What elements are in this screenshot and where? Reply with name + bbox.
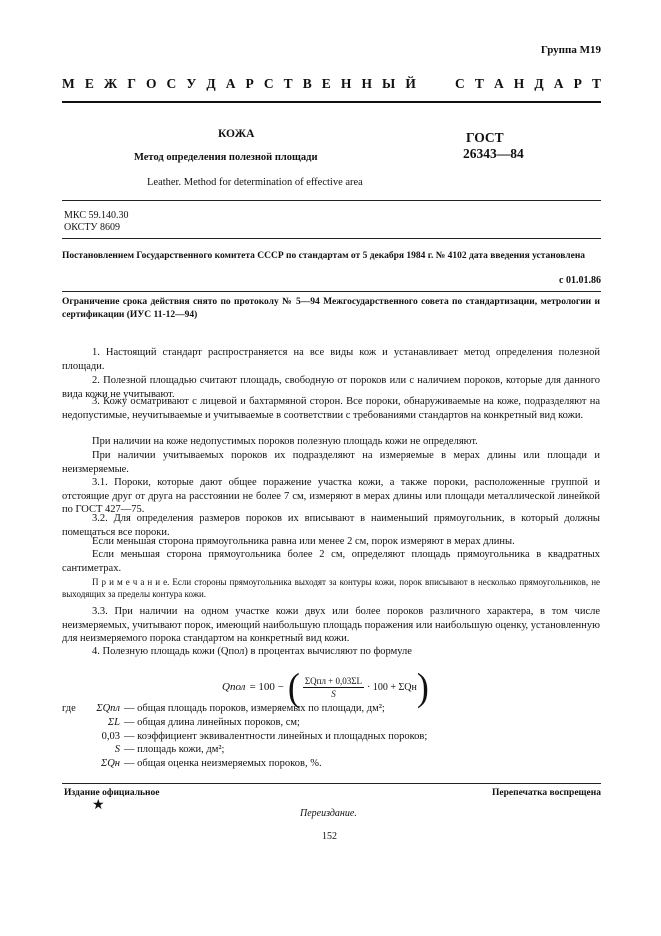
paragraph-3-3: 3.3. При наличии на одном участке кожи двух или более пороков различного характера, в том числе неизмеряемых, учитывают порок, имеющий наибольшую площадь поражения или наибольшую оценку, установленную для неизмеряемого порока стандартом на конкретный вид кожи. (62, 606, 600, 645)
definition-symbol: ΣL (107, 716, 120, 728)
banner-letter: Е (84, 76, 94, 91)
definition-row (62, 743, 427, 757)
banner-letter: А (493, 76, 504, 91)
paragraph-2: 2. Полезной площадью считают площадь, свободную от пороков или с наличием пороков, которые для данного вида кожи не учитывают. (62, 375, 600, 400)
paragraph-1: 1. Настоящий стандарт распространяется на все виды кож и устанавливает метод определения полезной площади. (62, 347, 600, 372)
banner-letter: У (186, 76, 197, 91)
formula-numerator: ΣQпл + 0,03ΣL (304, 675, 362, 686)
banner-letter: Т (283, 76, 293, 91)
formula-lhs: Qпол (222, 681, 246, 693)
definition-row (62, 716, 427, 730)
banner-letter: С (166, 76, 177, 91)
paragraph-3-2: 3.2. Для определения размеров пороков их вписывают в наименьший прямоугольник, в который должны помещаться все пороки. (62, 513, 600, 538)
classification-codes (64, 210, 128, 234)
definition-text: — коэффициент эквивалентности линейных и площадных пороков; (124, 730, 428, 742)
gost-number: 26343—84 (463, 146, 524, 161)
paragraph-3-1: 3.1. Пороки, которые дают общее поражение участка кожи, а также пороки, расположенные группой и отстоящие друг от друга на расстоянии не более 7 см, измеряют в мерах длины или площади металлической линейкой по ГОСТ 427—75. (62, 477, 600, 516)
banner-letter: Е (321, 76, 331, 91)
banner-letter: Т (591, 76, 601, 91)
definition-row (62, 702, 427, 716)
definition-symbol: ΣQпл (96, 703, 120, 714)
banner-letter: Н (361, 76, 372, 91)
reprint-prohibited: Перепечатка воспрещена (491, 788, 601, 798)
banner-letter: Ж (103, 76, 118, 91)
paragraph-3-2-area: Если меньшая сторона прямоугольника более 2 см, определяют площадь прямоугольника в квадратных сантиметрах. (62, 549, 600, 574)
banner-letter: С (455, 76, 465, 91)
paragraph-4: 4. Полезную площадь кожи (Qпол) в процентах вычисляют по формуле (92, 646, 412, 657)
paragraph-3: 3. Кожу осматривают с лицевой и бахтармяной сторон. Все пороки, обнаруживаемые на коже, подразделяют на недопустимые, неучитываемые и учитываемые в соответствии с требованиями стандартов на конкретный вид кожи. (62, 396, 600, 421)
definition-prefix (62, 730, 84, 744)
banner-letter: О (145, 76, 157, 91)
formula-open-brace: ( (287, 665, 300, 709)
banner-letter: Й (405, 76, 416, 91)
banner-right (455, 76, 601, 92)
group-code: Группа М19 (540, 44, 601, 56)
banner-letter: В (302, 76, 312, 91)
standard-subtitle: Метод определения полезной площади (134, 152, 318, 163)
definition-prefix: где (62, 703, 76, 714)
page-number: 152 (322, 831, 337, 842)
standard-title: КОЖА (218, 128, 255, 140)
note-label: П р и м е ч а н и е. (92, 577, 170, 587)
formula-fraction (303, 676, 364, 699)
title-rule (62, 200, 601, 201)
limitation-text: Ограничение срока действия снято по протоколу № 5—94 Межгосударственного совета по стандартизации, метрологии и сертификации (ИУС 11-12—94) (62, 297, 600, 320)
effective-date: с 01.01.86 (559, 275, 601, 286)
definition-prefix (62, 757, 84, 771)
definition-text: — общая площадь пороков, измеряемых по площади, дм²; (124, 703, 385, 714)
decree-text: Постановлением Государственного комитета СССР по стандартам от 5 декабря 1984 г. № 4102 дата введения установлена (62, 251, 586, 261)
banner-letter: Д (206, 76, 216, 91)
definition-prefix (62, 716, 84, 730)
codes-rule (62, 238, 601, 239)
banner-letter: А (553, 76, 564, 91)
banner-letter: С (263, 76, 274, 91)
banner-letter: Г (127, 76, 136, 91)
banner-letter: Н (340, 76, 352, 91)
paragraph-3-subdivide: При наличии учитываемых пороков их подразделяют на измеряемые в мерах длины или площади и неизмеряемые. (62, 450, 600, 475)
header-rule (62, 101, 601, 103)
mks-code: МКС 59.140.30 (64, 210, 129, 221)
definition-symbol: S (114, 744, 120, 756)
formula-close-brace: ) (416, 665, 429, 709)
paragraph-3-2-length: Если меньшая сторона прямоугольника равна или менее 2 см, порок измеряют в мерах длины. (92, 536, 515, 547)
english-title: Leather. Method for determination of effective area (147, 177, 363, 188)
paragraph-3-no-area: При наличии на коже недопустимых пороков полезную площадь кожи не определяют. (92, 436, 478, 447)
banner-letter: Н (513, 76, 525, 91)
definition-text: — общая оценка неизмеряемых пороков, %. (124, 758, 322, 770)
formula-eq: = 100 − (249, 681, 284, 693)
banner-letter: Ы (382, 76, 396, 91)
banner-letter: Р (245, 76, 254, 91)
reissue-note: Переиздание. (300, 808, 357, 819)
symbol-definitions (62, 702, 427, 771)
formula-denominator: S (331, 688, 336, 699)
definition-text: — общая длина линейных пороков, см; (124, 716, 300, 728)
decree-rule (62, 291, 601, 292)
banner-letter: А (225, 76, 236, 91)
definition-symbol: 0,03 (101, 730, 120, 742)
definition-prefix (62, 743, 84, 757)
banner-letter: Т (474, 76, 484, 91)
definition-row (62, 757, 427, 771)
banner-left (62, 76, 416, 92)
banner-letter: Р (573, 76, 582, 91)
gost-designation (463, 130, 524, 162)
definition-text: — площадь кожи, дм²; (124, 744, 225, 756)
footer-rule (62, 783, 601, 784)
banner-letter: М (62, 76, 75, 91)
banner-letter: Д (534, 76, 544, 91)
formula-tail: · 100 + ΣQн (367, 681, 417, 693)
official-edition: Издание официальное (64, 788, 160, 798)
interstate-standard-banner (62, 76, 601, 92)
note-text: Если стороны прямоугольника выходят за контуры кожи, порок вписывают в несколько прямоугольников, не выходящих за пределы контура кожи. (62, 577, 601, 599)
star-icon: ★ (92, 798, 105, 813)
definition-symbol: ΣQн (100, 758, 120, 770)
note (62, 577, 600, 600)
okstu-code: ОКСТУ 8609 (64, 222, 121, 233)
definition-row (62, 730, 427, 744)
gost-label: ГОСТ (466, 130, 504, 145)
